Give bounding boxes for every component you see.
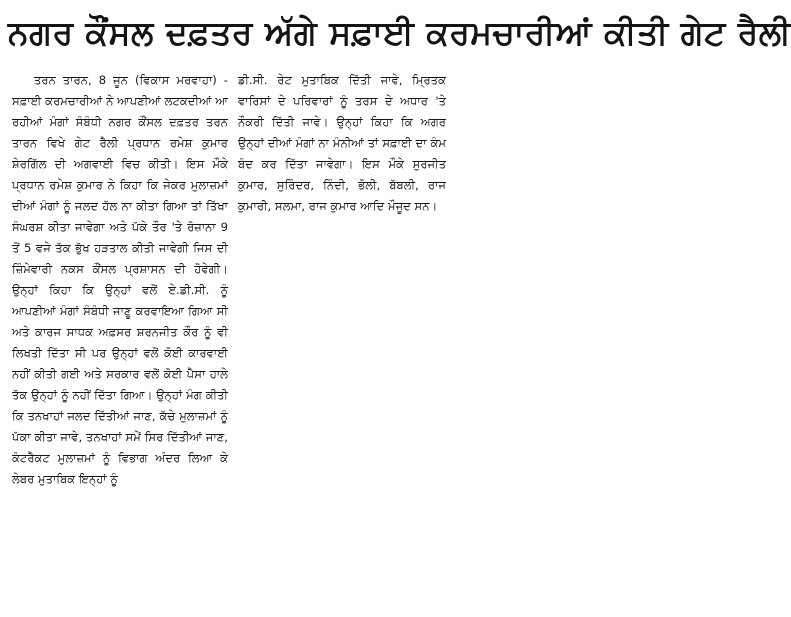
article-dateline: ਤਰਨ ਤਾਰਨ, 8 ਜੂਨ (ਵਿਕਾਸ ਮਰਵਾਹਾ) - xyxy=(34,73,228,87)
article-body-text: ਸਫ਼ਾਈ ਕਰਮਚਾਰੀਆਂ ਨੇ ਆਪਣੀਆਂ ਲਟਕਦੀਆਂ ਆ ਰਹੀਆਂ ਮੰਗਾਂ ਸੰਬੰਧੀ ਨਗਰ ਕੌਂਸਲ ਦਫ਼ਤਰ ਤਰਨ ਤਾਰਨ ਵਿਖੇ ਗੇਟ ਰੈਲੀ ਪ੍ਰਧਾਨ ਰਮੇਸ਼ ਕੁਮਾਰ ਸ਼ੇਰਗਿੱਲ ਦੀ ਅਗਵਾਈ ਵਿਚ ਕੀਤੀ। ਇਸ ਮੌਕੇ ਪ੍ਰਧਾਨ ਰਮੇਸ਼ ਕੁਮਾਰ ਨੇ ਕਿਹਾ ਕਿ ਜੇਕਰ ਮੁਲਾਜ਼ਮਾਂ ਦੀਆਂ ਮੰਗਾਂ ਨੂੰ ਜਲਦ ਹੱਲ ਨਾ ਕੀਤਾ ਗਿਆ ਤਾਂ ਤਿੱਖਾ ਸੰਘਰਸ਼ ਕੀਤਾ ਜਾਵੇਗਾ ਅਤੇ ਪੱਕੇ ਤੌਰ 'ਤੇ ਰੋਜ਼ਾਨਾ 9 ਤੋਂ 5 ਵਜੇ ਤੱਕ ਭੁੱਖ ਹੜਤਾਲ ਕੀਤੀ ਜਾਵੇਗੀ ਜਿਸ ਦੀ ਜ਼ਿੰਮੇਵਾਰੀ ਨਕਸ ਕੌਂਸਲ ਪ੍ਰਸ਼ਾਸਨ ਦੀ ਹੋਵੇਗੀ। ਉਨ੍ਹਾਂ ਕਿਹਾ ਕਿ ਉਨ੍ਹਾਂ ਵਲੋਂ ਏ.ਡੀ.ਸੀ. ਨੂੰ ਆਪਣੀਆਂ ਮੰਗਾਂ ਸੰਬੰਧੀ ਜਾਣੂ ਕਰਵਾਇਆ ਗਿਆ ਸੀ ਅਤੇ ਕਾਰਜ ਸਾਧਕ ਅਫ਼ਸਰ ਸ਼ਰਨਜੀਤ ਕੌਰ ਨੂੰ ਵੀ ਲਿਖਤੀ ਦਿੱਤਾ ਸੀ ਪਰ ਉਨ੍ਹਾਂ ਵਲੋਂ ਕੋਈ ਕਾਰਵਾਈ ਨਹੀਂ ਕੀਤੀ ਗਈ ਅਤੇ ਸਰਕਾਰ ਵਲੋਂ ਕੋਈ ਪੈਸਾ ਹਾਲੇ ਤੱਕ ਉਨ੍ਹਾਂ ਨੂੰ ਨਹੀਂ ਦਿੱਤਾ ਗਿਆ। ਉਨ੍ਹਾਂ ਮੰਗ ਕੀਤੀ ਕਿ ਤਨਖਾਹਾਂ ਜਲਦ ਦਿੱਤੀਆਂ ਜਾਣ, ਕੱਚੇ ਮੁਲਾਜ਼ਮਾਂ ਨੂੰ ਪੱਕਾ ਕੀਤਾ ਜਾਵੇ, ਤਨਖਾਹਾਂ ਸਮੇਂ ਸਿਰ ਦਿੱਤੀਆਂ ਜਾਣ, ਕੰਟਰੈਕਟ ਮੁਲਾਜ਼ਮਾਂ ਨੂੰ ਵਿਭਾਗ ਅੰਦਰ ਲਿਆ ਕੇ ਲੇਬਰ ਮੁਤਾਬਿਕ ਇਨ੍ਹਾਂ ਨੂੰ xyxy=(12,94,228,486)
article-headline: ਨਗਰ ਕੌਂਸਲ ਦਫ਼ਤਰ ਅੱਗੇ ਸਫ਼ਾਈ ਕਰਮਚਾਰੀਆਂ ਕੀਤੀ ਗੇਟ ਰੈਲੀ xyxy=(8,13,791,52)
article-paragraph xyxy=(12,70,228,490)
article-column-left xyxy=(12,70,228,490)
article-paragraph-continued: ਡੀ.ਸੀ. ਰੇਟ ਮੁਤਾਬਿਕ ਦਿੱਤੀ ਜਾਵੇ, ਮ੍ਰਿਤਕ ਵਾਰਿਸਾਂ ਦੇ ਪਰਿਵਾਰਾਂ ਨੂੰ ਤਰਸ ਦੇ ਅਧਾਰ 'ਤੇ ਨੌਕਰੀ ਦਿੱਤੀ ਜਾਵੇ। ਉਨ੍ਹਾਂ ਕਿਹਾ ਕਿ ਅਗਰ ਉਨ੍ਹਾਂ ਦੀਆਂ ਮੰਗਾਂ ਨਾ ਮੰਨੀਆਂ ਤਾਂ ਸਫ਼ਾਈ ਦਾ ਕੰਮ ਬੰਦ ਕਰ ਦਿੱਤਾ ਜਾਵੇਗਾ। ਇਸ ਮੌਕੇ ਸੁਰਜੀਤ ਕੁਮਾਰ, ਸੁਰਿੰਦਰ, ਨਿੰਦੀ, ਭੋਲੀ, ਬੱਬਲੀ, ਰਾਜ ਕੁਮਾਰੀ, ਸਲਮਾ, ਰਾਜ ਕੁਮਾਰ ਆਦਿ ਮੌਜੂਦ ਸਨ। xyxy=(238,73,446,213)
article-column-right xyxy=(238,70,446,217)
